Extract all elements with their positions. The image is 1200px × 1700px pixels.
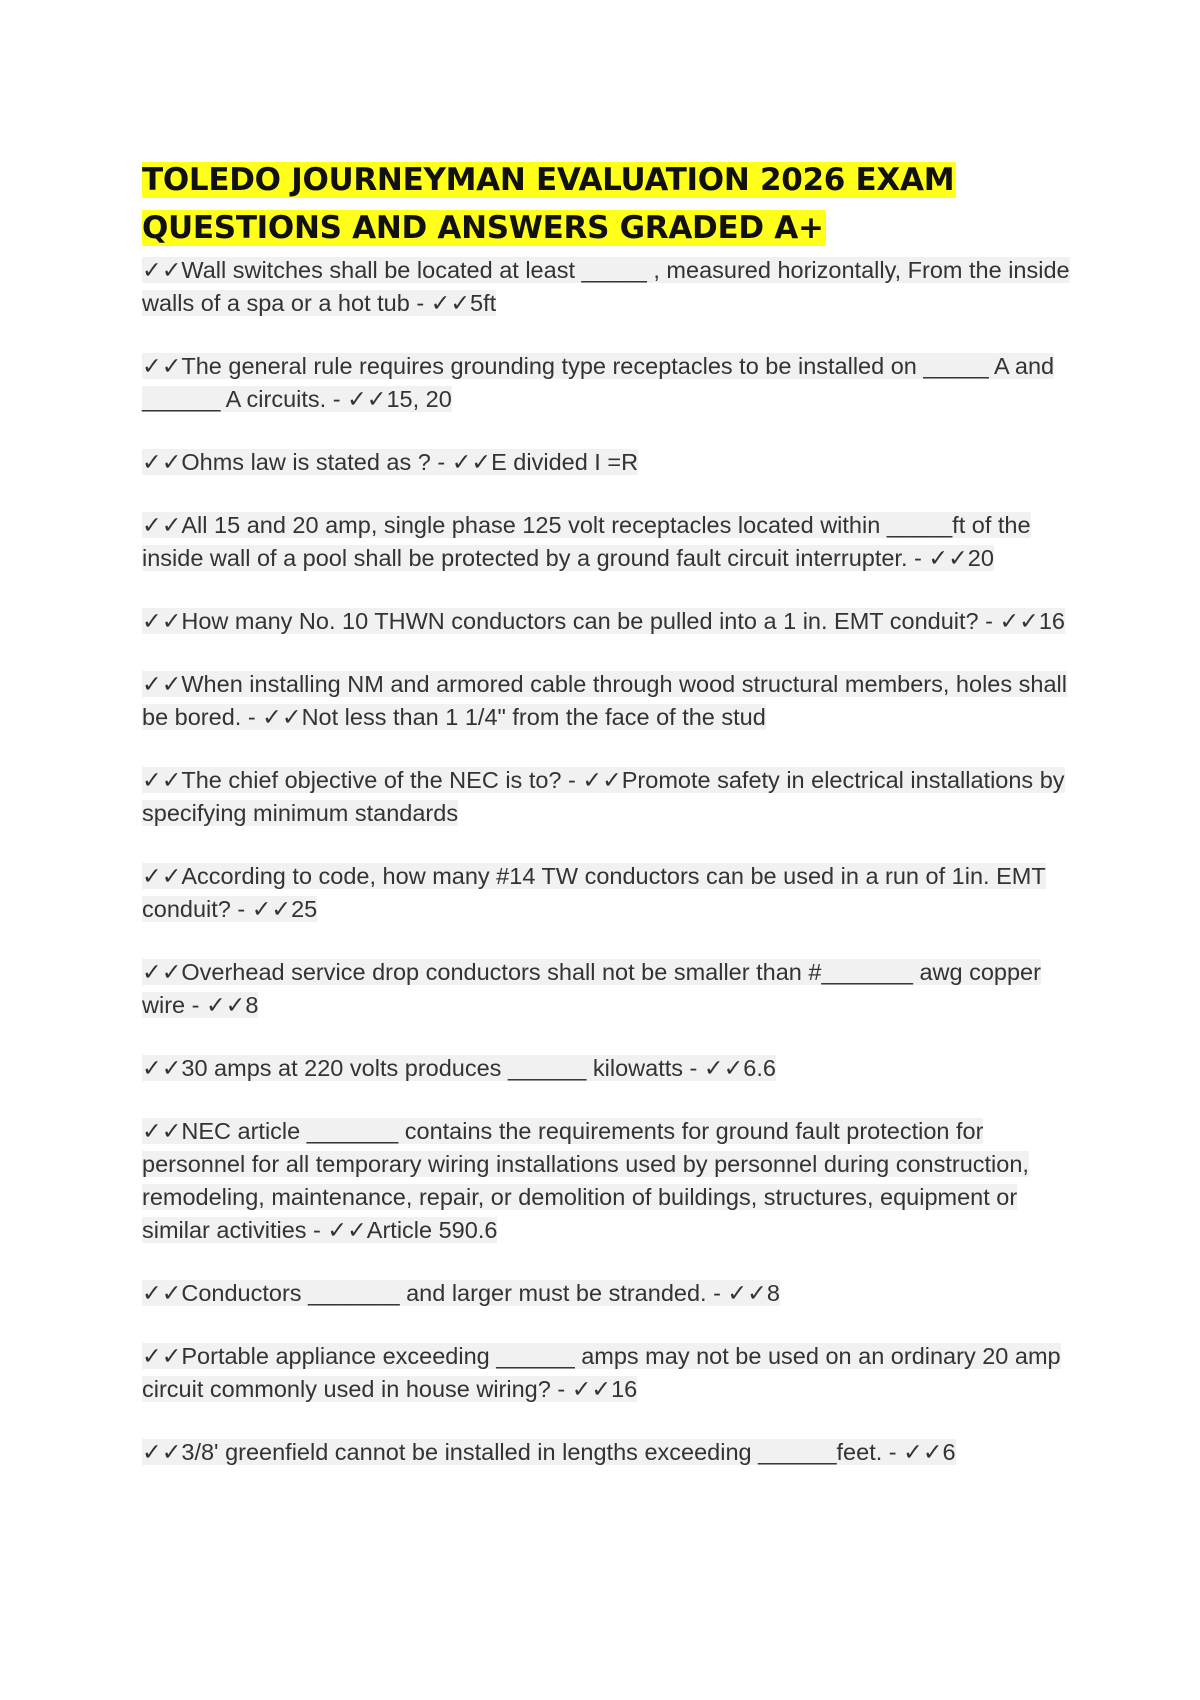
qa-item	[142, 1277, 1072, 1310]
qa-item	[142, 350, 1072, 416]
qa-item	[142, 254, 1072, 320]
document-title	[142, 156, 1072, 252]
qa-item	[142, 605, 1072, 638]
qa-text: ✓✓Conductors _______ and larger must be stranded. - ✓✓8	[142, 1280, 780, 1306]
qa-text: ✓✓Portable appliance exceeding ______ amps may not be used on an ordinary 20 amp circuit commonly used in house wiring? - ✓✓16	[142, 1343, 1061, 1402]
document-page	[142, 156, 1072, 1469]
qa-item	[142, 509, 1072, 575]
qa-text: ✓✓NEC article _______ contains the requirements for ground fault protection for personnel for all temporary wiring installations used by personnel during construction, remodeling, maintenance, repair, or demolition of buildings, structures, equipment or similar activities - ✓✓Article 590.6	[142, 1118, 1029, 1243]
qa-text: ✓✓All 15 and 20 amp, single phase 125 volt receptacles located within _____ft of the inside wall of a pool shall be protected by a ground fault circuit interrupter. - ✓✓20	[142, 512, 1031, 571]
qa-text: ✓✓Wall switches shall be located at least _____ , measured horizontally, From the inside walls of a spa or a hot tub - ✓✓5ft	[142, 257, 1070, 316]
qa-item	[142, 764, 1072, 830]
qa-text: ✓✓Overhead service drop conductors shall not be smaller than #_______ awg copper wire - ✓✓8	[142, 959, 1041, 1018]
qa-item	[142, 446, 1072, 479]
qa-item	[142, 1436, 1072, 1469]
qa-text: ✓✓When installing NM and armored cable through wood structural members, holes shall be bored. - ✓✓Not less than 1 1/4" from the face of the stud	[142, 671, 1067, 730]
qa-text: ✓✓The general rule requires grounding type receptacles to be installed on _____ A and ______ A circuits. - ✓✓15, 20	[142, 353, 1055, 412]
qa-text: ✓✓3/8' greenfield cannot be installed in lengths exceeding ______feet. - ✓✓6	[142, 1439, 956, 1465]
qa-item	[142, 1340, 1072, 1406]
qa-item	[142, 1052, 1072, 1085]
qa-item	[142, 1115, 1072, 1247]
qa-text: ✓✓The chief objective of the NEC is to? - ✓✓Promote safety in electrical installations by specifying minimum standards	[142, 767, 1065, 826]
qa-item	[142, 956, 1072, 1022]
title-text: TOLEDO JOURNEYMAN EVALUATION 2026 EXAM QUESTIONS AND ANSWERS GRADED A+	[142, 162, 955, 246]
qa-text: ✓✓How many No. 10 THWN conductors can be pulled into a 1 in. EMT conduit? - ✓✓16	[142, 608, 1066, 634]
qa-text: ✓✓Ohms law is stated as ? - ✓✓E divided I =R	[142, 449, 639, 475]
qa-text: ✓✓According to code, how many #14 TW conductors can be used in a run of 1in. EMT conduit? - ✓✓25	[142, 863, 1046, 922]
qa-text: ✓✓30 amps at 220 volts produces ______ kilowatts - ✓✓6.6	[142, 1055, 776, 1081]
qa-item	[142, 860, 1072, 926]
qa-item	[142, 668, 1072, 734]
